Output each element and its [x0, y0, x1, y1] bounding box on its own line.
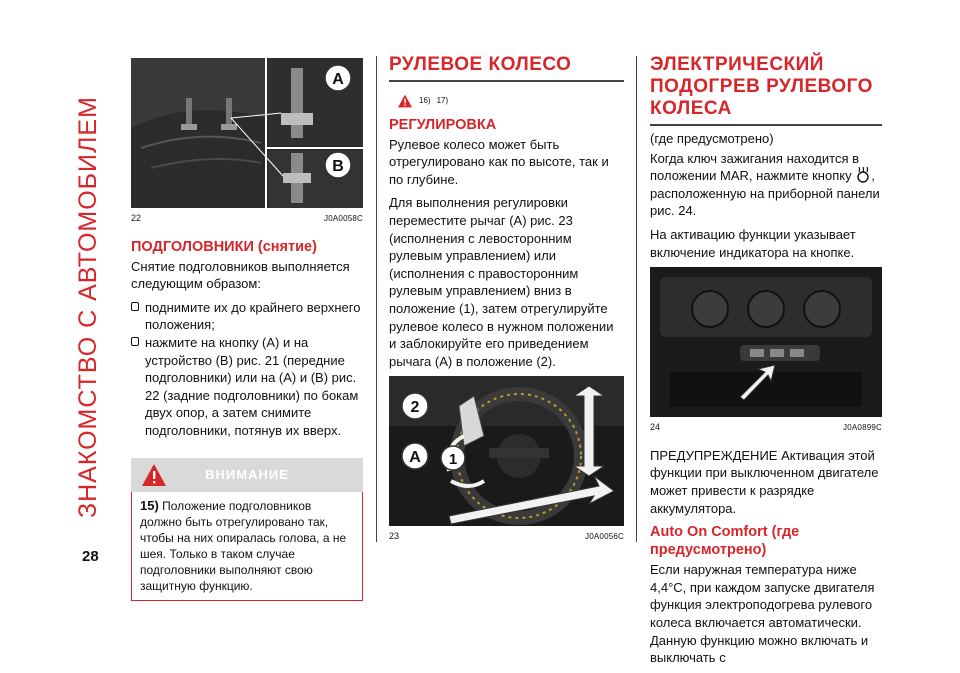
bullet-text: поднимите их до крайнего верхнего положения;	[145, 299, 361, 333]
headrests-intro: Снятие подголовников выполняется следующим образом:	[131, 258, 350, 292]
figure-code: J0A0058C	[324, 214, 363, 223]
side-title-svg	[66, 28, 106, 528]
paragraph-part: Когда ключ зажигания находится в положении MAR, нажмите кнопку	[650, 150, 860, 184]
callout-2-label: 2	[410, 399, 420, 417]
warning-triangle-icon	[141, 463, 167, 487]
warning-title: ВНИМАНИЕ	[205, 466, 289, 482]
headrests-heading-text: ПОДГОЛОВНИКИ	[131, 238, 254, 255]
availability-note: (где предусмотрено)	[650, 131, 774, 146]
column-steering-wheel	[389, 54, 624, 556]
checkbox-bullet-icon	[131, 302, 139, 311]
note-ref: 17)	[436, 96, 449, 105]
figure-23-steering-photo	[389, 376, 624, 526]
page-number: 28	[82, 548, 99, 565]
side-title-text: ЗНАКОМСТВО С АВТОМОБИЛЕМ	[74, 96, 102, 518]
headrest-illustration	[131, 58, 363, 208]
warning-text: Положение подголовников должно быть отрегулировано так, чтобы на них опиралась голова, а не шея. Только в таком случае подголовники выполняют свою защитную функцию.	[140, 498, 347, 593]
console-illustration	[650, 267, 882, 417]
figure-code: J0A0899C	[843, 423, 882, 433]
figure-caption	[389, 528, 624, 546]
auto-on-comfort-heading-suffix: (где предусмотрено)	[650, 524, 800, 559]
callout-1-label: 1	[448, 451, 458, 469]
paragraph	[650, 150, 882, 220]
auto-on-comfort-heading-text: Auto On Comfort	[650, 524, 768, 541]
callout-b-label: B	[332, 158, 344, 175]
column-heated-wheel	[650, 54, 882, 673]
figure-caption	[131, 210, 363, 228]
steering-wheel-title: РУЛЕВОЕ КОЛЕСО	[389, 54, 572, 75]
note-ref: 16)	[419, 96, 431, 105]
warning-number: 15)	[140, 497, 159, 513]
paragraph: Рулевое колесо может быть отрегулировано как по высоте, так и по глубине.	[389, 136, 609, 187]
checkbox-bullet-icon	[131, 337, 139, 346]
paragraph: Если наружная температура ниже 4,4°C, при каждом запуске двигателя функция электроподогрева рулевого колеса включается автоматически. Данную функцию можно включать и выключать с	[650, 562, 875, 666]
callout-a-label: A	[409, 449, 421, 467]
callout-a-label: A	[332, 71, 344, 88]
column-headrests	[131, 58, 363, 601]
figure-caption	[650, 419, 882, 437]
headrests-heading-suffix: (снятие)	[257, 238, 317, 255]
paragraph: На активацию функции указывает включение индикатора на кнопке.	[650, 226, 856, 260]
figure-number: 23	[389, 531, 400, 542]
warning-notes	[397, 92, 624, 110]
side-section-title	[66, 28, 106, 528]
warning-triangle-icon	[397, 94, 413, 108]
warning-header	[131, 458, 363, 492]
section-rule	[650, 124, 882, 126]
figure-22-headrest-photo	[131, 58, 363, 208]
paragraph-part: , расположенную на приборной панели рис. 24.	[650, 168, 880, 219]
figure-number: 24	[650, 422, 661, 433]
heated-wheel-icon	[855, 167, 871, 183]
figure-number: 22	[131, 213, 142, 223]
column-divider	[636, 56, 637, 542]
paragraph: Для выполнения регулировки переместите рычаг (A) рис. 23 (исполнения с левосторонним рулевым управлением) или (исполнения с правосторонним рулевым управлением) вниз в положение (1), затем отрегулируйте рулевое колесо в нужном положении и заблокируйте его приведением рычага (A) в положение (2).	[389, 195, 614, 369]
bullet-item	[131, 334, 363, 440]
column-divider	[376, 56, 377, 542]
figure-code: J0A0056C	[585, 532, 624, 542]
steering-illustration	[389, 376, 624, 526]
bullet-item	[131, 299, 363, 334]
auto-on-comfort-heading	[650, 523, 882, 559]
paragraph: ПРЕДУПРЕЖДЕНИЕ Активация этой функции при выключенном двигателе может привести к разрядке аккумулятора.	[650, 447, 879, 516]
heated-wheel-title: ЭЛЕКТРИЧЕСКИЙ ПОДОГРЕВ РУЛЕВОГО КОЛЕСА	[650, 54, 873, 119]
bullet-text: нажмите на кнопку (A) и на устройство (B) рис. 21 (передние подголовники) или на (A) и (B) рис. 22 (задние подголовники) по бокам двух опор, а затем снимите подголовники, потянув их вверх.	[145, 334, 359, 438]
figure-24-console-photo	[650, 267, 882, 417]
headrests-heading	[131, 238, 363, 256]
section-rule	[389, 80, 624, 82]
warning-body	[131, 492, 363, 601]
adjustment-heading: РЕГУЛИРОВКА	[389, 116, 497, 133]
